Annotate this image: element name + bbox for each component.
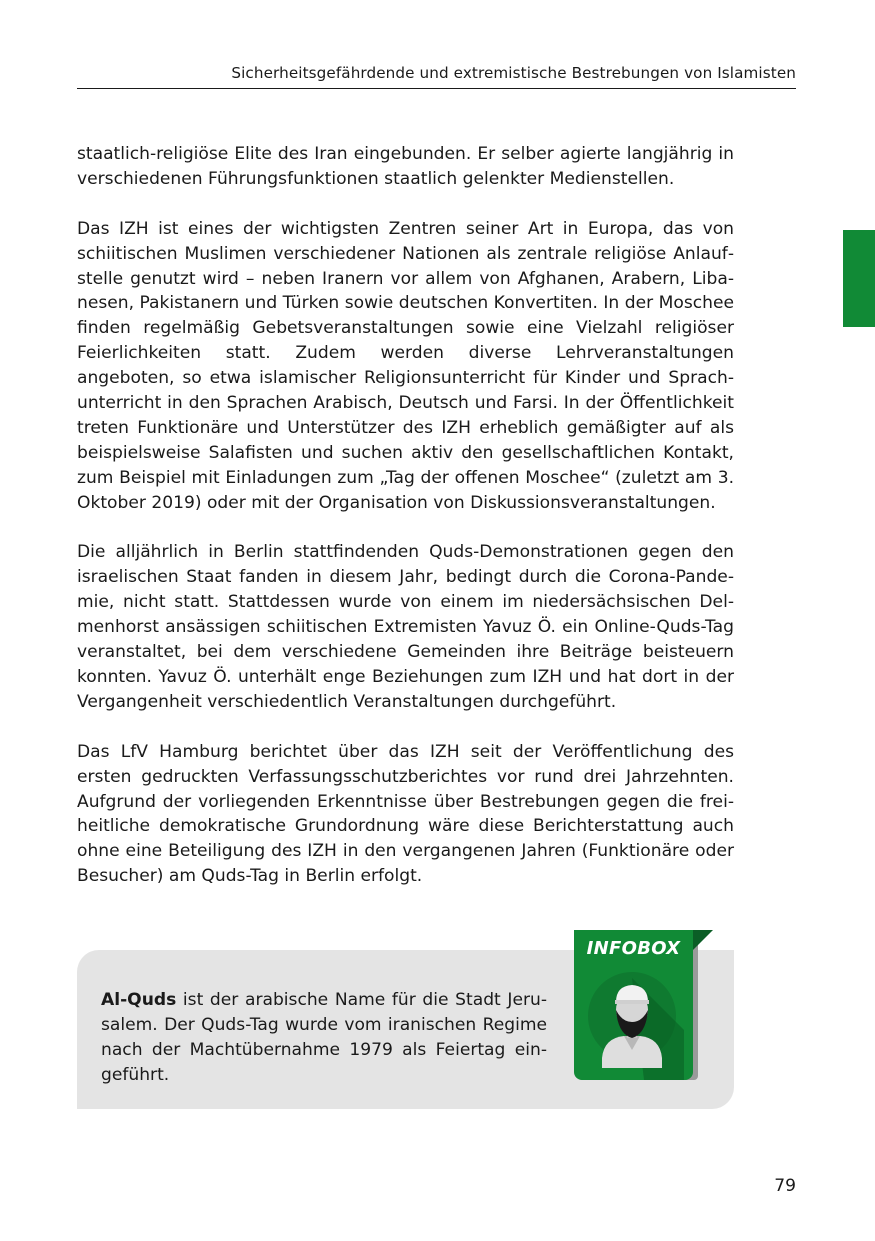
header-rule	[77, 88, 796, 89]
infobox-badge-fold	[693, 930, 713, 950]
infobox-badge-label: INFOBOX	[586, 938, 681, 959]
person-with-beard-and-cap-icon	[584, 968, 684, 1080]
page-number: 79	[774, 1176, 796, 1196]
paragraph-2: Das IZH ist eines der wichtigsten Zentren seiner Art in Europa, das von schiitischen Muslimen verschiedener Nationen als zentrale religiöse Anlaufstelle genutzt wird – neben Iranern vor allem von Afghanen, Arabern, Libanesen, Pakistanern und Türken sowie deutschen Konvertiten. In der Moschee finden regelmäßig Gebetsveranstaltungen sowie eine Vielzahl religiöser Feierlichkeiten statt. Zudem werden diverse Lehrveranstaltungen angeboten, so etwa islamischer Religionsunterricht für Kinder und Sprachunterricht in den Sprachen Arabisch, Deutsch und Farsi. In der Öffentlichkeit treten Funktionäre und Unterstützer des IZH erheblich gemäßigter auf als beispielsweise Salafisten und suchen aktiv den gesellschaftlichen Kontakt, zum Beispiel mit Einladungen zum „Tag der offenen Moschee“ (zuletzt am 3. Oktober 2019) oder mit der Organisation von Diskussionsveranstaltungen.	[77, 218, 734, 513]
paragraph-4: Das LfV Hamburg berichtet über das IZH seit der Veröffentlichung des ersten gedruckten Verfassungsschutzberichtes vor rund drei Jahrzehnten. Aufgrund der vorliegenden Erkenntnisse über Bestrebungen gegen die freiheitliche demokratische Grundordnung wäre diese Berichterstattung auch ohne eine Beteiligung des IZH in den vergangenen Jahren (Funktionäre oder Besucher) am Quds-Tag in Berlin erfolgt.	[77, 741, 734, 887]
running-header: Sicherheitsgefährdende und extremistische Bestrebungen von Islamisten	[231, 64, 796, 82]
paragraph-3: Die alljährlich in Berlin stattfindenden Quds-Demonstrationen gegen den israelischen Staat fanden in diesem Jahr, bedingt durch die Corona-Pandemie, nicht statt. Stattdessen wurde von einem im niedersächsischen Delmenhorst ansässigen schiitischen Extremisten Yavuz Ö. ein Online-Quds-Tag veranstaltet, bei dem verschiedene Gemeinden ihre Beiträge beisteuern konnten. Yavuz Ö. unterhält enge Beziehungen zum IZH und hat dort in der Vergangenheit verschiedentlich Veranstaltungen durchgeführt.	[77, 542, 734, 712]
infobox-badge	[574, 930, 693, 1080]
paragraph-1: staatlich-religiöse Elite des Iran eingebunden. Er selber agierte langjährig in verschiedenen Führungsfunktionen staatlich gelenkter Medienstellen.	[77, 144, 734, 189]
chapter-side-tab	[843, 230, 875, 327]
body-text	[77, 142, 734, 914]
infobox-term: Al-Quds	[101, 990, 177, 1010]
infobox-definition: ist der arabische Name für die Stadt Jerusalem. Der Quds-Tag wurde vom iranischen Regime nach der Machtübernahme 1979 als Feiertag eingeführt.	[101, 990, 547, 1085]
infobox-text	[101, 988, 547, 1088]
